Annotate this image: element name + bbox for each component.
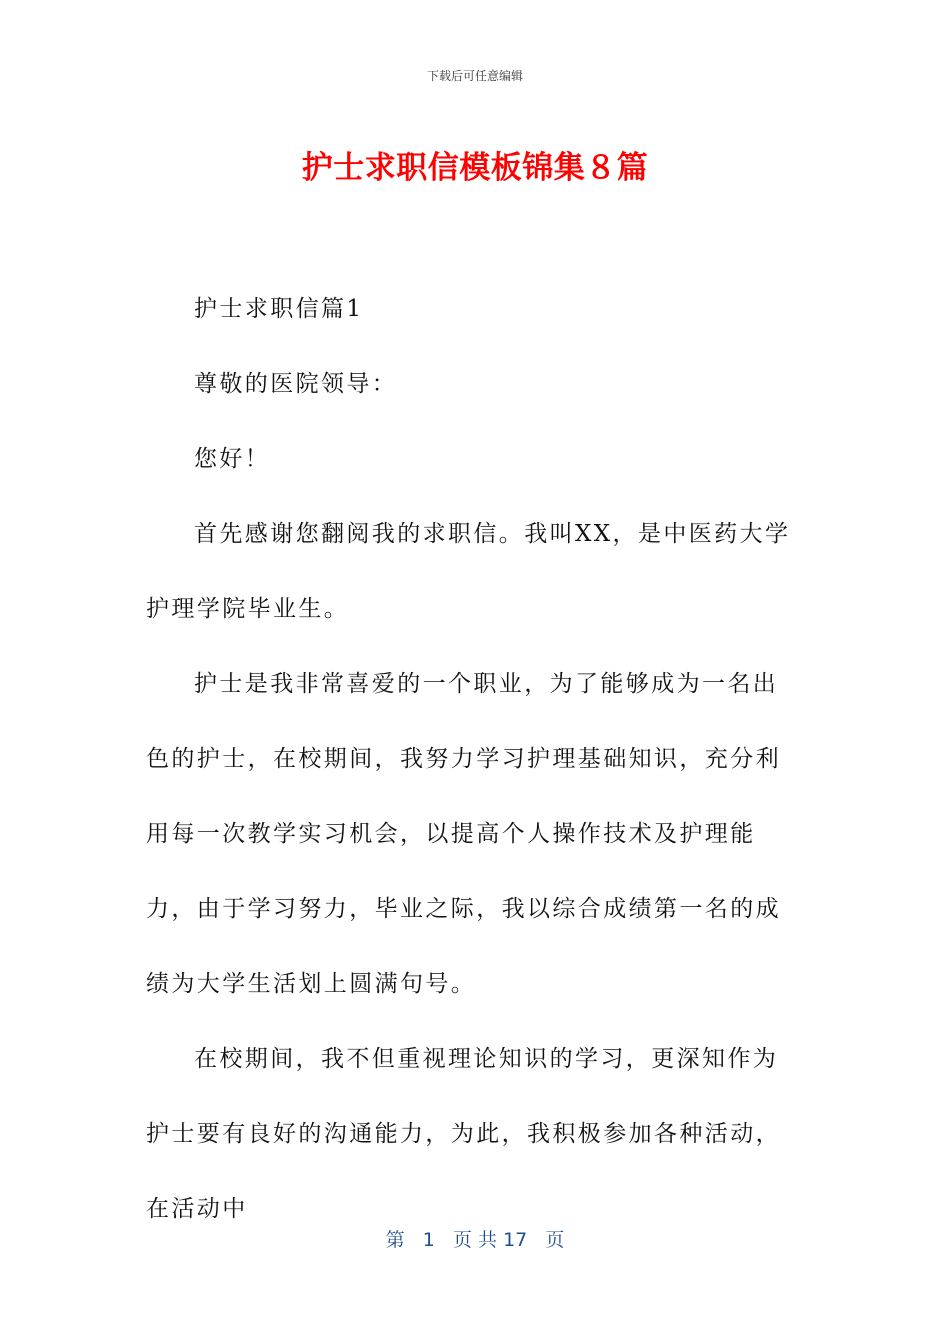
document-title: 护士求职信模板锦集８篇 [301, 150, 649, 186]
footer-middle: 页 共 [452, 1229, 498, 1251]
section-heading: 护士求职信篇1 [194, 296, 364, 322]
salutation: 尊敬的医院领导： [194, 371, 398, 397]
body-paragraph: 首先感谢您翻阅我的求职信。我叫XX，是中医药大学护理学院毕业生。 [146, 521, 791, 622]
header-note: 下载后可任意编辑 [426, 69, 523, 83]
footer-current-page: 1 [422, 1229, 435, 1251]
body-paragraph: 护士是我非常喜爱的一个职业，为了能够成为一名出色的护士，在校期间，我努力学习护理基础知识，充分利用每一次教学实习机会，以提高个人操作技术及护理能力，由于学习努力，毕业之际，我以综合成绩第一名的成绩为大学生活划上圆满句号。 [146, 671, 781, 997]
footer-prefix: 第 [385, 1229, 405, 1251]
page-footer [0, 1225, 950, 1252]
greeting: 您好！ [194, 446, 271, 472]
document-body [146, 272, 802, 1247]
footer-suffix: 页 [545, 1229, 565, 1251]
body-paragraph: 在校期间，我不但重视理论知识的学习，更深知作为护士要有良好的沟通能力，为此，我积极参加各种活动，在活动中 [146, 1046, 781, 1222]
footer-total-pages: 17 [503, 1229, 528, 1251]
